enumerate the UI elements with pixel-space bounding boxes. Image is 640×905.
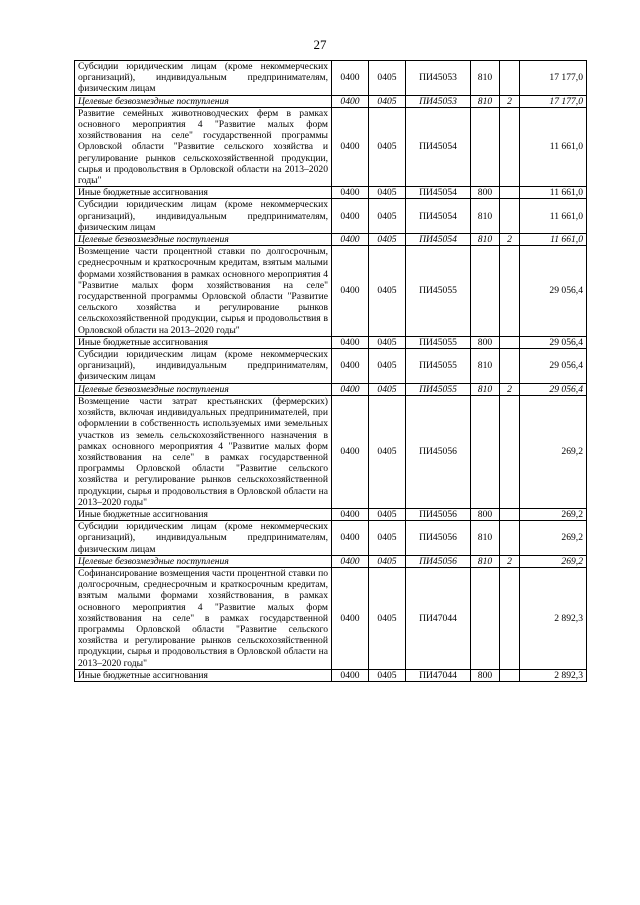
target-article-code: ПИ45054: [406, 187, 471, 199]
expense-type-code: 800: [471, 508, 500, 520]
row-description: Возмещение части процентной ставки по долгосрочным, среднесрочным и краткосрочным кредитам, взятым малыми формами хозяйствования в рамках основного мероприятия 4 "Развитие малых форм хозяйствования на селе" государственной программы Орловской области "Развитие сельского хозяйства и регулирование рынков сельскохозяйственной продукции, сырья и продовольствия в Орловской области на 2013–2020 годы": [75, 246, 332, 337]
target-article-code: ПИ45054: [406, 199, 471, 234]
subsection-code: 0405: [369, 187, 406, 199]
amount: 269,2: [520, 395, 587, 508]
source-code: [500, 199, 520, 234]
table-row: [75, 336, 587, 348]
amount: 29 056,4: [520, 383, 587, 395]
table-row: [75, 555, 587, 567]
page-number: 27: [313, 37, 327, 52]
source-code: [500, 669, 520, 681]
subsection-code: 0405: [369, 246, 406, 337]
section-code: 0400: [332, 395, 369, 508]
amount: 2 892,3: [520, 567, 587, 669]
subsection-code: 0405: [369, 669, 406, 681]
target-article-code: ПИ45056: [406, 521, 471, 556]
subsection-code: 0405: [369, 508, 406, 520]
table-row: [75, 107, 587, 186]
section-code: 0400: [332, 567, 369, 669]
amount: 2 892,3: [520, 669, 587, 681]
expense-type-code: 800: [471, 669, 500, 681]
expense-type-code: 810: [471, 383, 500, 395]
table-row: [75, 187, 587, 199]
row-description: Иные бюджетные ассигнования: [75, 336, 332, 348]
subsection-code: 0405: [369, 383, 406, 395]
expense-type-code: 810: [471, 234, 500, 246]
section-code: 0400: [332, 521, 369, 556]
target-article-code: ПИ45055: [406, 246, 471, 337]
source-code: 2: [500, 234, 520, 246]
section-code: 0400: [332, 95, 369, 107]
expense-type-code: 800: [471, 187, 500, 199]
target-article-code: ПИ45053: [406, 61, 471, 96]
source-code: [500, 246, 520, 337]
amount: 17 177,0: [520, 61, 587, 96]
table-row: [75, 95, 587, 107]
section-code: 0400: [332, 349, 369, 384]
target-article-code: ПИ47044: [406, 669, 471, 681]
table-row: [75, 199, 587, 234]
table-row: [75, 567, 587, 669]
row-description: Целевые безвозмездные поступления: [75, 555, 332, 567]
expense-type-code: 810: [471, 555, 500, 567]
target-article-code: ПИ45056: [406, 508, 471, 520]
source-code: [500, 187, 520, 199]
section-code: 0400: [332, 107, 369, 186]
target-article-code: ПИ45055: [406, 383, 471, 395]
row-description: Целевые безвозмездные поступления: [75, 95, 332, 107]
amount: 11 661,0: [520, 107, 587, 186]
section-code: 0400: [332, 246, 369, 337]
expense-type-code: 810: [471, 61, 500, 96]
amount: 11 661,0: [520, 234, 587, 246]
row-description: Развитие семейных животноводческих ферм в рамках основного мероприятия 4 "Развитие малых форм хозяйствования на селе" государственной программы Орловской области "Развитие сельского хозяйства и регулирование рынков сельскохозяйственной продукции, сырья и продовольствия в Орловской области на 2013–2020 годы": [75, 107, 332, 186]
target-article-code: ПИ45053: [406, 95, 471, 107]
section-code: 0400: [332, 336, 369, 348]
table-row: [75, 508, 587, 520]
table-row: [75, 669, 587, 681]
amount: 29 056,4: [520, 336, 587, 348]
section-code: 0400: [332, 199, 369, 234]
subsection-code: 0405: [369, 234, 406, 246]
section-code: 0400: [332, 234, 369, 246]
source-code: [500, 395, 520, 508]
amount: 269,2: [520, 555, 587, 567]
row-description: Целевые безвозмездные поступления: [75, 383, 332, 395]
subsection-code: 0405: [369, 349, 406, 384]
row-description: Субсидии юридическим лицам (кроме некоммерческих организаций), индивидуальным предпринимателям, физическим лицам: [75, 349, 332, 384]
row-description: Иные бюджетные ассигнования: [75, 669, 332, 681]
source-code: [500, 521, 520, 556]
target-article-code: ПИ45054: [406, 234, 471, 246]
section-code: 0400: [332, 61, 369, 96]
subsection-code: 0405: [369, 395, 406, 508]
source-code: 2: [500, 383, 520, 395]
subsection-code: 0405: [369, 521, 406, 556]
amount: 29 056,4: [520, 349, 587, 384]
expense-type-code: 810: [471, 95, 500, 107]
source-code: [500, 61, 520, 96]
section-code: 0400: [332, 555, 369, 567]
subsection-code: 0405: [369, 555, 406, 567]
source-code: 2: [500, 555, 520, 567]
expense-type-code: [471, 107, 500, 186]
source-code: 2: [500, 95, 520, 107]
table-row: [75, 61, 587, 96]
subsection-code: 0405: [369, 199, 406, 234]
row-description: Возмещение части затрат крестьянских (фермерских) хозяйств, включая индивидуальных предпринимателей, при оформлении в собственность используемых ими земельных участков из земель сельскохозяйственного назначения в рамках основного мероприятия 4 "Развитие малых форм хозяйствования на селе" в рамках государственной программы Орловской области "Развитие сельского хозяйства и регулирование рынков сельскохозяйственной продукции, сырья и продовольствия в Орловской области на 2013–2020 годы": [75, 395, 332, 508]
table-row: [75, 395, 587, 508]
table-row: [75, 234, 587, 246]
amount: 11 661,0: [520, 199, 587, 234]
section-code: 0400: [332, 508, 369, 520]
budget-table: [74, 60, 587, 682]
row-description: Иные бюджетные ассигнования: [75, 187, 332, 199]
target-article-code: ПИ45056: [406, 395, 471, 508]
expense-type-code: 810: [471, 199, 500, 234]
row-description: Субсидии юридическим лицам (кроме некоммерческих организаций), индивидуальным предпринимателям, физическим лицам: [75, 199, 332, 234]
expense-type-code: 810: [471, 349, 500, 384]
row-description: Субсидии юридическим лицам (кроме некоммерческих организаций), индивидуальным предпринимателям, физическим лицам: [75, 61, 332, 96]
amount: 17 177,0: [520, 95, 587, 107]
table-row: [75, 246, 587, 337]
source-code: [500, 508, 520, 520]
target-article-code: ПИ45056: [406, 555, 471, 567]
subsection-code: 0405: [369, 61, 406, 96]
row-description: Целевые безвозмездные поступления: [75, 234, 332, 246]
amount: 269,2: [520, 521, 587, 556]
row-description: Субсидии юридическим лицам (кроме некоммерческих организаций), индивидуальным предпринимателям, физическим лицам: [75, 521, 332, 556]
source-code: [500, 336, 520, 348]
table-row: [75, 383, 587, 395]
table-body: [75, 61, 587, 682]
section-code: 0400: [332, 187, 369, 199]
subsection-code: 0405: [369, 107, 406, 186]
subsection-code: 0405: [369, 95, 406, 107]
section-code: 0400: [332, 669, 369, 681]
expense-type-code: [471, 567, 500, 669]
section-code: 0400: [332, 383, 369, 395]
amount: 11 661,0: [520, 187, 587, 199]
row-description: Софинансирование возмещения части процентной ставки по долгосрочным, среднесрочным и краткосрочным кредитам, взятым малыми формами хозяйствования, в рамках основного мероприятия 4 "Развитие малых форм хозяйствования на селе" в рамках государственной программы Орловской области "Развитие сельского хозяйства и регулирование рынков сельскохозяйственной продукции, сырья и продовольствия в Орловской области на 2013–2020 годы": [75, 567, 332, 669]
expense-type-code: [471, 395, 500, 508]
amount: 29 056,4: [520, 246, 587, 337]
row-description: Иные бюджетные ассигнования: [75, 508, 332, 520]
expense-type-code: 800: [471, 336, 500, 348]
subsection-code: 0405: [369, 567, 406, 669]
table-row: [75, 349, 587, 384]
amount: 269,2: [520, 508, 587, 520]
table-row: [75, 521, 587, 556]
source-code: [500, 107, 520, 186]
expense-type-code: [471, 246, 500, 337]
target-article-code: ПИ47044: [406, 567, 471, 669]
target-article-code: ПИ45054: [406, 107, 471, 186]
target-article-code: ПИ45055: [406, 336, 471, 348]
source-code: [500, 567, 520, 669]
subsection-code: 0405: [369, 336, 406, 348]
expense-type-code: 810: [471, 521, 500, 556]
source-code: [500, 349, 520, 384]
target-article-code: ПИ45055: [406, 349, 471, 384]
